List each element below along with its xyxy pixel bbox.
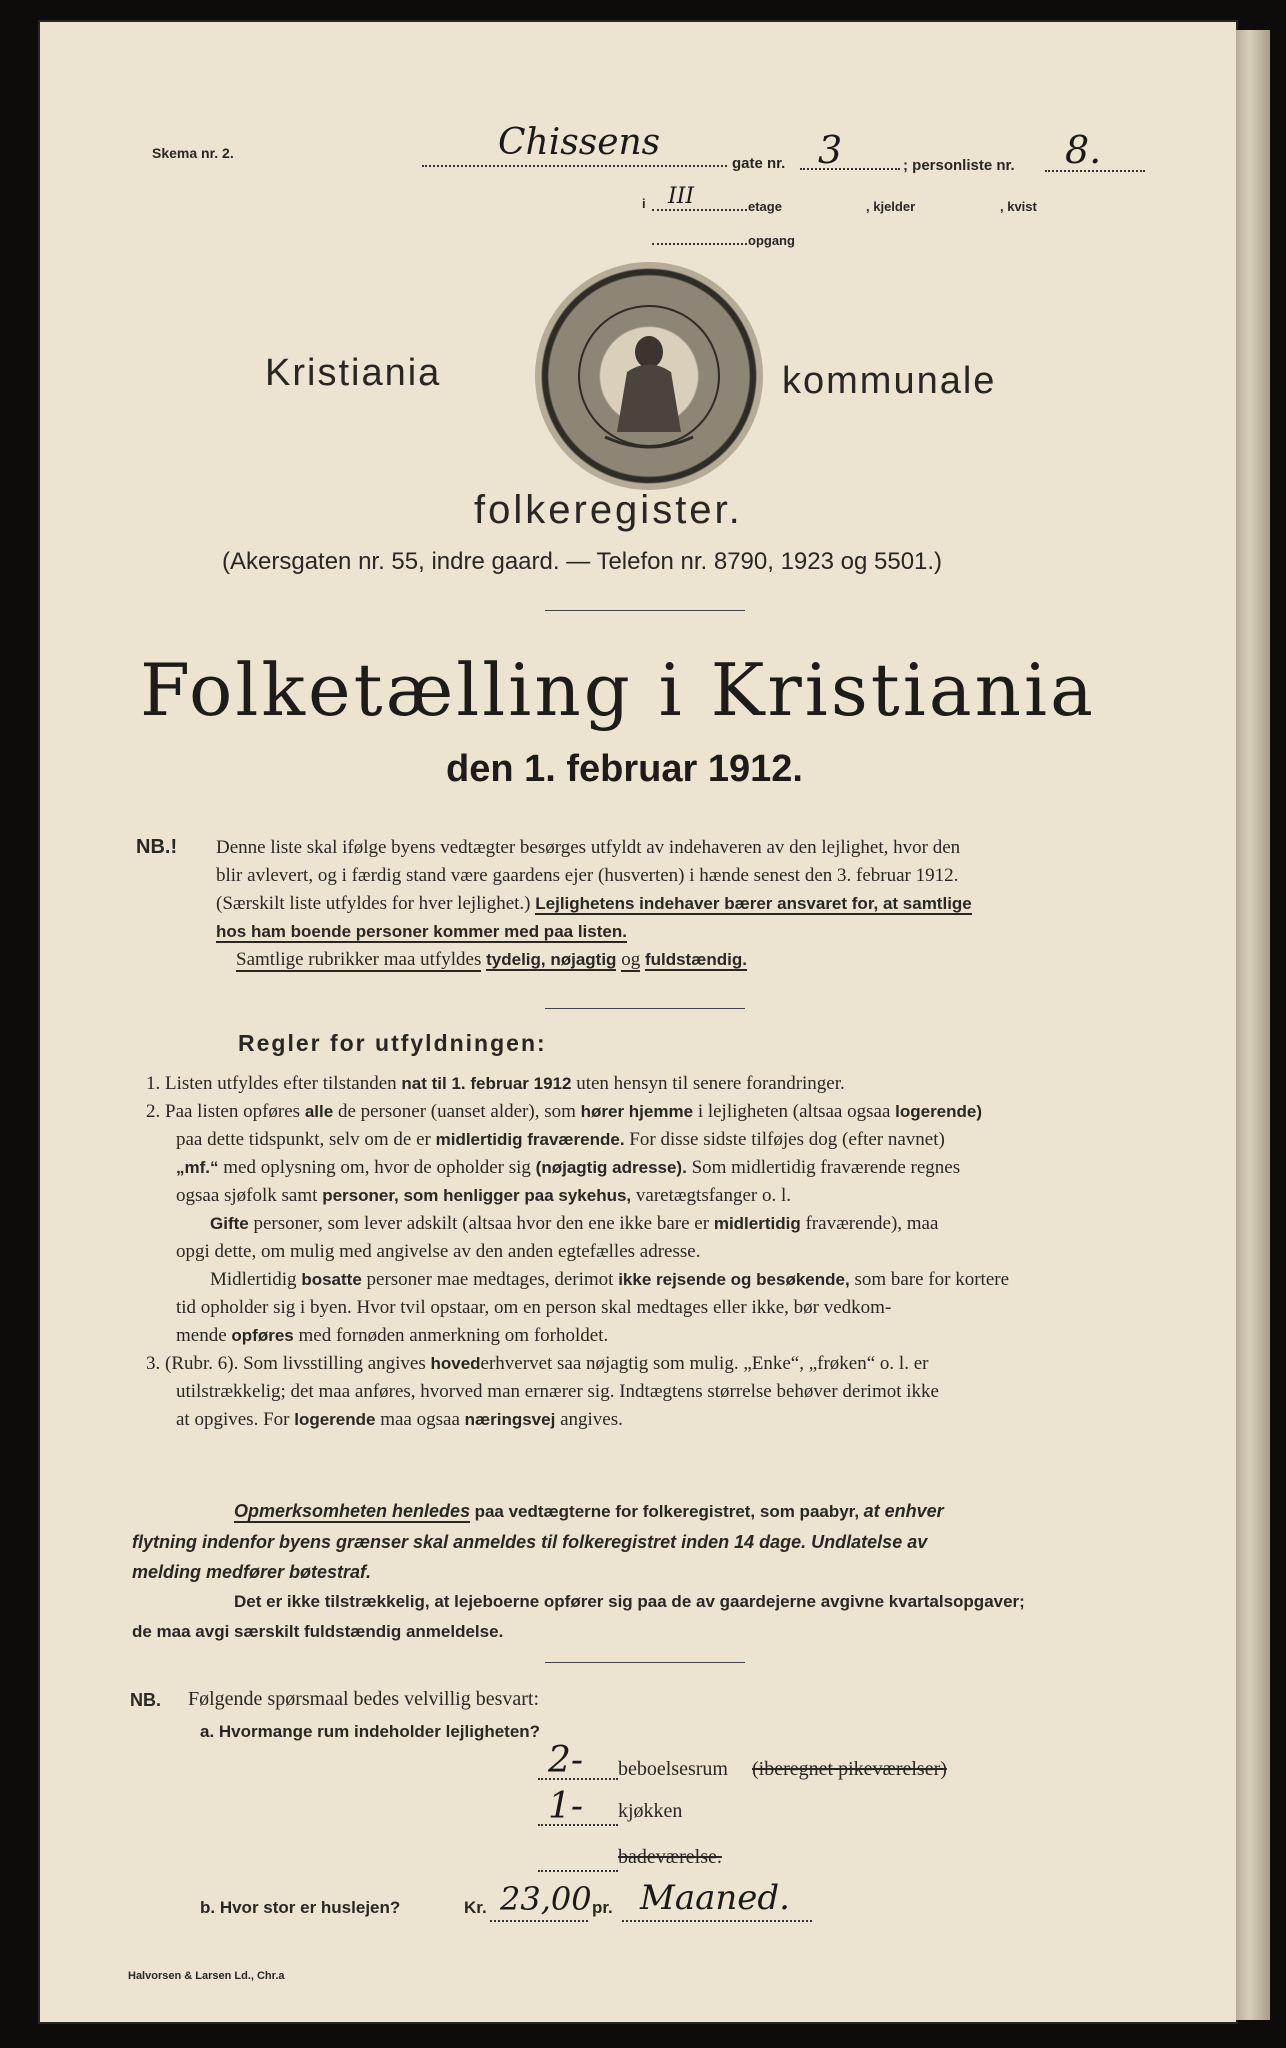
rule-2-l2a: paa dette tidspunkt, selv om de er [176, 1129, 431, 1150]
rule-2-line-5 [210, 1210, 1156, 1238]
rule-2-number: 2. [146, 1101, 161, 1122]
rule-2-line-4 [176, 1182, 1156, 1210]
census-title: Folketælling i Kristiania [140, 648, 1096, 732]
rule-2-l5c: midlertidig [713, 1214, 801, 1233]
per-label: pr. [592, 1898, 613, 1917]
rule-3-l3a: at opgives. For [176, 1409, 290, 1430]
nb1-line-3 [216, 890, 1156, 918]
rule-1-text-a: Listen utfyldes efter tilstanden [165, 1073, 397, 1094]
rule-3-l3c: maa ogsaa [380, 1409, 460, 1430]
page-stack-edge [1236, 30, 1270, 2020]
rule-2-l3b: med oplysning om, hvor de opholder sig [223, 1157, 531, 1178]
nb1-paragraph [216, 834, 1156, 974]
nb1-line-1: Denne liste skal ifølge byens vedtægter besørges utfyldt av indehaveren av den lejlighet, hvor den [216, 837, 961, 858]
opgang-label: opgang [748, 233, 795, 248]
rule-2-l7d: ikke rejsende og besøkende, [618, 1270, 850, 1289]
rule-2-l1d: hører hjemme [580, 1102, 694, 1121]
kitchen-label: kjøkken [618, 1800, 683, 1822]
rule-3-l1b: hoved [430, 1354, 481, 1373]
notice-block [132, 1496, 1162, 1647]
personliste-number-handwritten: 8. [1065, 128, 1102, 172]
nb1-line-3-bold: Lejlighetens indehaver bærer ansvaret for, at samtlige [535, 894, 972, 913]
period-dotted-line [622, 1920, 812, 1922]
rule-3-l1a: (Rubr. 6). Som livsstilling angives [165, 1353, 426, 1374]
kr-label: Kr. [464, 1898, 487, 1917]
rule-2-l1a: Paa listen opføres [165, 1101, 301, 1122]
street-name-handwritten: Chissens [498, 122, 661, 163]
gate-label: gate nr. [732, 155, 786, 172]
schema-number: Skema nr. 2. [152, 145, 234, 161]
rule-3-line-3 [176, 1406, 1156, 1434]
rule-2-l5d: fraværende), maa [805, 1213, 939, 1234]
rule-2-l3d: Som midlertidig fraværende regnes [691, 1157, 961, 1178]
kristiania-city-seal [535, 262, 763, 490]
opgang-dotted-line [652, 243, 747, 245]
notice-l1c: at enhver [863, 1501, 944, 1521]
question-b: b. Hvor stor er huslejen? [200, 1898, 401, 1917]
masthead-left: Kristiania [265, 352, 442, 394]
etage-label: etage [748, 199, 782, 214]
rule-2-l1f: logerende) [895, 1102, 983, 1121]
rule-3-l1c: erhvervet saa nøjagtig som mulig. „Enke“, „frøken“ o. l. er [480, 1353, 929, 1374]
rule-1 [146, 1070, 1156, 1098]
rule-1-bold: nat til 1. februar 1912 [401, 1074, 572, 1093]
rule-2-l4b: personer, som henligger paa sykehus, [322, 1186, 632, 1205]
masthead-right: kommunale [782, 360, 997, 402]
nb1-line-3-plain: (Særskilt liste utfyldes for hver lejlighet.) [216, 893, 531, 914]
i-label: i [642, 196, 646, 211]
rule-3-l3d: næringsvej [464, 1410, 556, 1429]
nb1-line-4 [216, 918, 1156, 946]
rule-2-l7e: som bare for kortere [854, 1269, 1010, 1290]
kjelder-label: , kjelder [866, 199, 916, 214]
rule-2-l7a: Midlertidig [210, 1269, 297, 1290]
etage-value-handwritten: III [668, 184, 695, 209]
rule-2-line-1 [146, 1098, 1156, 1126]
nb1-line-5-bold-1: tydelig, nøjagtig [486, 950, 617, 969]
rule-2-line-2 [176, 1126, 1156, 1154]
rule-2-l4c: varetægtsfanger o. l. [635, 1185, 792, 1206]
census-date: den 1. februar 1912. [446, 748, 803, 790]
rules-heading: Regler for utfyldningen: [238, 1030, 547, 1056]
rooms-struck-note: (iberegnet pikeværelser) [752, 1758, 947, 1780]
rule-3-line-1 [146, 1350, 1156, 1378]
rule-3-l3e: angives. [560, 1409, 623, 1430]
nb1-line-4-bold: hos ham boende personer kommer med paa listen. [216, 922, 627, 941]
kitchen-value-handwritten: 1- [548, 1786, 584, 1827]
registry-title: folkeregister. [474, 488, 743, 532]
rule-2-line-9 [176, 1322, 1156, 1350]
notice-emphasis: Opmerksomheten henledes [234, 1501, 471, 1521]
personliste-label: ; personliste nr. [903, 157, 1015, 174]
nb1-label: NB.! [136, 836, 178, 858]
period-value-handwritten: Maaned. [640, 1878, 790, 1918]
rule-2-l5a: Gifte [210, 1214, 249, 1233]
divider-middle [545, 1008, 745, 1009]
rule-2-l2c: For disse sidste tilføjes dog (efter navnet) [629, 1129, 945, 1150]
rule-2-line-6: opgi dette, om mulig med angivelse av den anden egtefælles adresse. [176, 1241, 701, 1262]
rule-2-l4a: ogsaa sjøfolk samt [176, 1185, 318, 1206]
kvist-label: , kvist [1000, 199, 1037, 214]
nb1-line-5-plain: Samtlige rubrikker maa utfyldes [236, 949, 482, 970]
nb1-line-5-og: og [621, 949, 641, 970]
rule-2-line-7 [210, 1266, 1156, 1294]
divider-top [545, 610, 745, 611]
divider-bottom [545, 1662, 745, 1663]
rule-2-l7c: personer mae medtages, derimot [366, 1269, 614, 1290]
questions-nb-label: NB. [130, 1690, 161, 1710]
notice-l1b: paa vedtægterne for folkeregistret, som paabyr, [474, 1502, 860, 1521]
rule-2-l9c: med fornøden anmerkning om forholdet. [298, 1325, 609, 1346]
rules-list [146, 1070, 1156, 1434]
rule-3-line-2: utilstrækkelig; det maa anføres, hvorved man ernærer sig. Indtægtens størrelse behøver derimot ikke [176, 1381, 939, 1402]
rooms-label: beboelsesrum [618, 1758, 728, 1780]
gate-number-handwritten: 3 [818, 128, 843, 172]
notice-line-2: flytning indenfor byens grænser skal anmeldes til folkeregistret inden 14 dage. Undlatelse av [132, 1532, 928, 1552]
questions-intro: Følgende spørsmaal bedes velvillig besvart: [188, 1688, 540, 1710]
rule-3-number: 3. [146, 1353, 161, 1374]
rule-2-l7b: bosatte [301, 1270, 362, 1289]
nb1-line-2: blir avlevert, og i færdig stand være gaardens ejer (husverten) i hænde senest den 3. februar 1912. [216, 865, 959, 886]
rent-dotted-line [490, 1920, 588, 1922]
rooms-value-handwritten: 2- [548, 1740, 584, 1781]
notice-line-1 [234, 1496, 1162, 1527]
rule-3-l3b: logerende [294, 1410, 376, 1429]
rule-2-l5b: personer, som lever adskilt (altsaa hvor den ene ikke bare er [253, 1213, 710, 1234]
notice-line-3: melding medfører bøtestraf. [132, 1562, 372, 1582]
nb1-line-5 [236, 946, 1156, 974]
bath-label: badeværelse. [618, 1846, 722, 1868]
rule-2-l3a: „mf.“ [176, 1158, 219, 1177]
notice-line-4: Det er ikke tilstrækkelig, at lejeboerne opfører sig paa de av gaardejerne avgivne kvartalsopgaver; [234, 1592, 1025, 1611]
nb1-line-5-bold-2: fuldstændig. [644, 950, 747, 969]
rule-2-line-3 [176, 1154, 1156, 1182]
rent-value-handwritten: 23,00 [500, 1880, 592, 1918]
bath-dotted-line [538, 1870, 618, 1872]
notice-line-5: de maa avgi særskilt fuldstændig anmeldelse. [132, 1622, 504, 1641]
seal-figure-icon [535, 262, 763, 490]
rule-2-l1c: de personer (uanset alder), som [337, 1101, 576, 1122]
rule-1-text-c: uten hensyn til senere forandringer. [576, 1073, 845, 1094]
rule-2-line-8: tid opholder sig i byen. Hvor tvil opstaar, om en person skal medtages eller ikke, bør vedkom- [176, 1297, 892, 1318]
rule-2-l9b: opføres [231, 1326, 294, 1345]
street-dotted-line [422, 165, 727, 167]
printer-credit: Halvorsen & Larsen Ld., Chr.a [128, 1970, 285, 1982]
rule-2-l2b: midlertidig fraværende. [435, 1130, 625, 1149]
rule-2-l9a: mende [176, 1325, 227, 1346]
question-a: a. Hvormange rum indeholder lejligheten? [200, 1722, 541, 1741]
rule-2-l1b: alle [304, 1102, 334, 1121]
rule-1-number: 1. [146, 1073, 161, 1094]
registry-address: (Akersgaten nr. 55, indre gaard. — Telefon nr. 8790, 1923 og 5501.) [222, 548, 943, 575]
gate-dotted-line [800, 168, 900, 170]
rule-2-l1e: i lejligheten (altsaa ogsaa [697, 1101, 891, 1122]
etage-dotted-line [652, 209, 747, 211]
rule-2-l3c: (nøjagtig adresse). [535, 1158, 687, 1177]
